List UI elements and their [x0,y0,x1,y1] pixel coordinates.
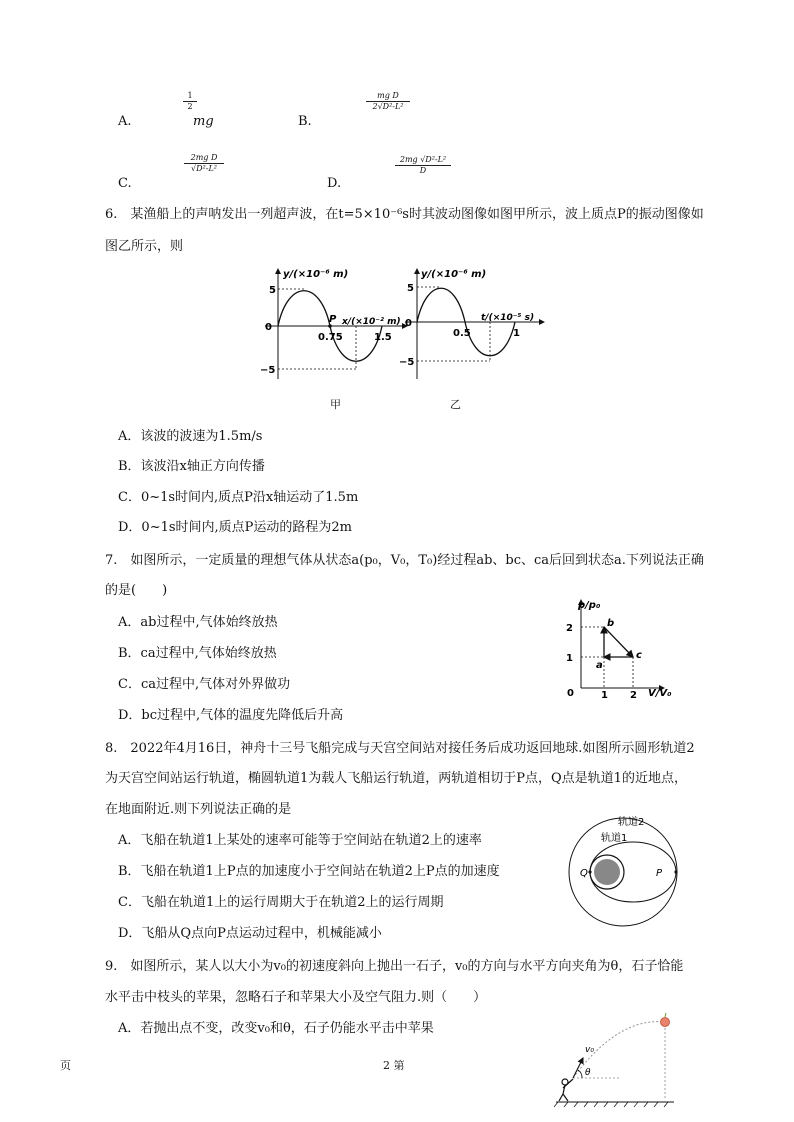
q5-option-b-fraction [366,91,410,112]
q5-option-d-fraction [395,155,451,176]
q7-option-b: B．ca过程中,气体始终放热 [118,646,277,661]
q8-orbit-1-label: 轨道1 [601,833,628,844]
q8-option-a: A．飞船在轨道1上某处的速率可能等于空间站在轨道2上的速率 [118,833,482,848]
jia-ytick-zero: 0 [265,322,272,333]
yi-xtick-2: 1 [513,328,520,339]
jia-xtick-1: 0.75 [318,332,343,343]
q7-stem-line-1: 7. 如图所示，一定质量的理想气体从状态a(p₀，V₀，T₀)经过程ab、bc、ca后回到状态a.下列说法正确 [105,553,704,568]
q5-option-d-label: D. [327,176,342,191]
yi-ytick-zero: 0 [405,318,412,329]
q6-figure-jia [255,265,410,383]
jia-ytick-bottom: −5 [260,365,276,376]
q5-option-c-label: C. [118,176,132,191]
q9-thrower [559,1079,573,1101]
q7-origin: 0 [567,688,574,699]
q6-option-c: C．0~1s时间内,质点P沿x轴运动了1.5m [118,490,359,505]
q9-apple [661,1018,670,1027]
q5-option-d-denominator: D [419,166,427,175]
q5-option-b-denominator: 2√D²-L² [372,102,404,111]
q7-process-bc [604,627,633,657]
q9-option-a: A．若抛出点不变，改变v₀和θ，石子仍能水平击中苹果 [118,1021,434,1036]
q7-option-d: D．bc过程中,气体的温度先降低后升高 [118,708,344,723]
q9-ground-hatch [554,1102,668,1107]
q7-option-c: C．ca过程中,气体对外界做功 [118,677,291,692]
q9-theta-label: θ [585,1068,591,1078]
q6-stem-line-2: 图乙所示，则 [105,239,184,254]
jia-ytick-top: 5 [269,285,276,296]
q6-option-d: D．0~1s时间内,质点P运动的路程为2m [118,520,353,535]
q6-caption-jia: 甲 [330,398,341,411]
q8-option-c: C．飞船在轨道1上的运行周期大于在轨道2上的运行周期 [118,895,444,910]
q8-point-p [674,870,677,873]
q9-projectile-figure [548,1012,678,1116]
q9-stem-line-2: 水平击中枝头的苹果，忽略石子和苹果大小及空气阻力.则（ ） [105,990,487,1005]
q5-option-b-label: B. [298,114,312,129]
yi-xlabel: t/(×10⁻⁵ s) [481,313,535,323]
q5-option-c-denominator: √D²-L² [191,164,217,173]
q8-orbit-figure [563,812,683,928]
q7-xlabel: V/V₀ [648,688,672,699]
q8-stem-line-2: 为天宫空间站运行轨道，椭圆轨道1为载人飞船运行轨道，两轨道相切于P点，Q点是轨道1的近地点， [105,771,687,786]
q8-earth [594,859,620,885]
q9-stem-line-1: 9. 如图所示，某人以大小为v₀的初速度斜向上抛出一石子，v₀的方向与水平方向夹角为θ，石子恰能 [105,959,684,974]
q5-option-a-label: A. [118,114,132,129]
q7-stem-line-2: 的是( ) [105,583,168,598]
yi-ylabel: y/(×10⁻⁶ m) [421,269,487,280]
q7-xtick-1: 1 [601,690,608,700]
q5-option-a-fraction [183,91,197,112]
q9-v0-label: v₀ [585,1045,594,1055]
q5-option-b-numerator: mg D [366,91,410,102]
q5-option-c-fraction [184,153,224,174]
yi-ytick-top: 5 [407,283,414,294]
jia-point-label: P [329,314,337,325]
footer-left: 页 [60,1059,71,1072]
q7-ytick-1: 1 [566,653,573,664]
q8-point-q [588,870,591,873]
q8-q-label: Q [580,868,588,879]
q5-option-a-numerator: 1 [183,91,197,102]
q7-point-a: a [596,660,603,671]
q6-caption-yi: 乙 [450,398,461,411]
q7-ylabel: p/p₀ [578,600,601,611]
q7-point-b: b [607,618,615,629]
q8-option-b: B．飞船在轨道1上P点的加速度小于空间站在轨道2上P点的加速度 [118,864,500,879]
jia-ylabel: y/(×10⁻⁶ m) [283,269,349,280]
q8-orbit-2-label: 轨道2 [618,817,645,828]
jia-xtick-2: 1.5 [374,332,392,343]
q6-figure-yi [397,265,547,383]
yi-xtick-1: 0.5 [453,328,471,339]
yi-ytick-bottom: −5 [399,357,415,368]
q8-p-label: P [656,868,663,879]
q7-xtick-2: 2 [630,690,637,700]
q8-stem-line-3: 在地面附近.则下列说法正确的是 [105,802,292,817]
q7-option-a: A．ab过程中,气体始终放热 [118,615,278,630]
q5-option-a-tail: mg [193,114,214,129]
q5-option-c-numerator: 2mg D [184,153,224,164]
q5-option-a-denominator: 2 [187,102,193,111]
q7-point-c: c [636,650,642,661]
q6-stem-line-1: 6. 某渔船上的声呐发出一列超声波，在t=5×10⁻⁶s时其波动图像如图甲所示，波上质点P的振动图像如 [105,207,704,222]
q6-option-b: B．该波沿x轴正方向传播 [118,459,265,474]
q8-option-d: D．飞船从Q点向P点运动过程中，机械能减小 [118,926,382,941]
q7-ytick-2: 2 [566,623,573,634]
q5-option-d-numerator: 2mg √D²-L² [395,155,451,166]
jia-xlabel: x/(×10⁻² m) [342,317,401,327]
q6-option-a: A．该波的波速为1.5m/s [118,429,263,444]
q9-apple-stem [665,1013,666,1017]
footer-page-number: 2 第 [383,1059,405,1072]
q8-stem-line-1: 8. 2022年4月16日，神舟十三号飞船完成与天宫空间站对接任务后成功返回地球.如图所示圆形轨道2 [105,741,695,756]
q7-pv-figure [560,596,678,700]
